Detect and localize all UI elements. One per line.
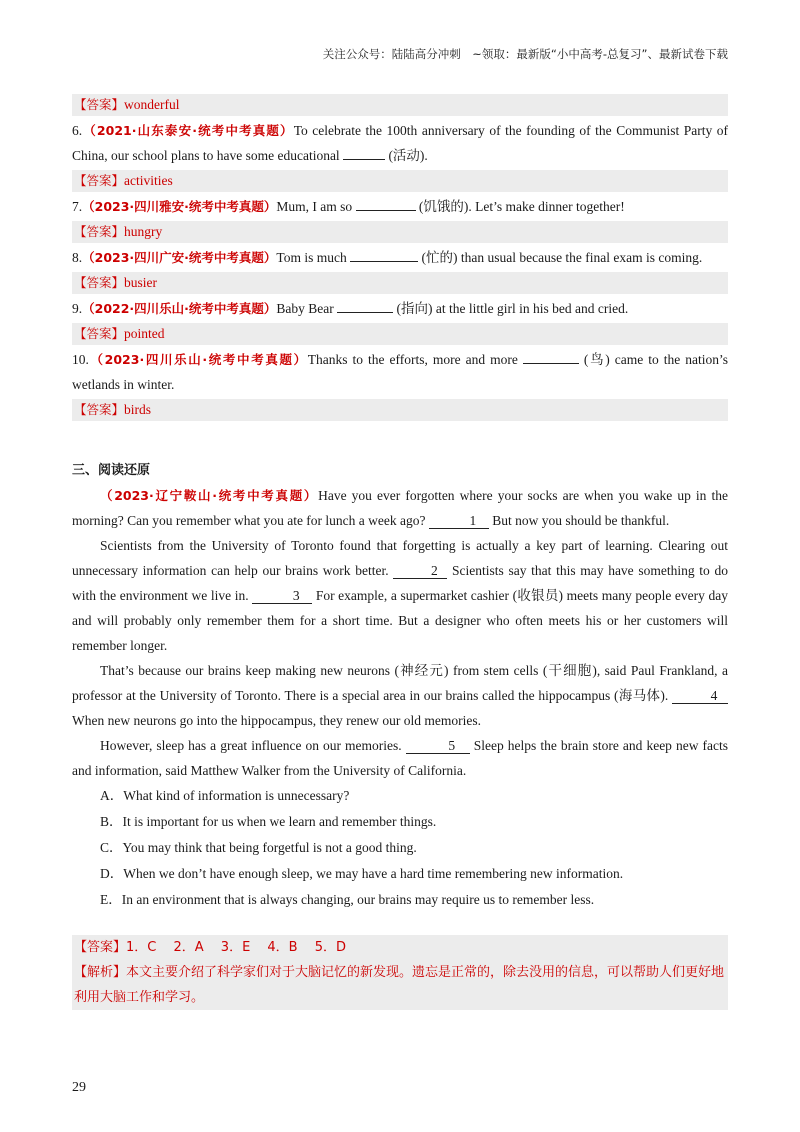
blank-number: 2 [430,563,438,578]
answer-value: 1．C 2．A 3．E 4．B 5．D [126,940,347,955]
answer-8 [72,272,728,294]
passage-blank-5[interactable] [406,738,470,754]
analysis-tag: 【解析】 [74,965,127,980]
answer-value: birds [124,402,152,417]
option-a: A．What kind of information is unnecessary? [100,788,350,803]
question-text: Baby Bear [276,301,338,316]
section-title: 三、阅读还原 [72,463,151,478]
option-d: D．When we don’t have enough sleep, we may have a hard time remembering new information. [100,866,624,881]
question-number: 7. [72,199,83,214]
passage-blank-2[interactable] [393,563,447,579]
page-number: 29 [72,1080,86,1095]
question-text: (鸟) came to the nation’s wetlands in winter. [72,352,728,392]
answer-tag: 【答案】 [74,275,125,290]
question-7 [72,194,728,219]
answer-value: wonderful [124,97,180,112]
answer-5 [72,94,728,116]
question-number: 10. [72,352,89,367]
passage-text: For example, a supermarket cashier (收银员) meets many people every day and will probably only remember them for a short time. But a designer who often meets his or her customers will remember longer. [72,588,728,653]
content [72,92,728,1010]
question-text: Tom is much [276,250,351,265]
answer-tag: 【答案】 [74,97,125,112]
question-source: （2023·四川雅安·统考中考真题） [82,199,277,214]
passage-text: Sleep helps the brain store and keep new facts and information, said Matthew Walker from the University of California. [72,738,728,778]
passage-paragraph-2 [72,533,728,658]
answer-blank[interactable] [343,144,385,160]
question-8 [72,245,728,270]
passage-paragraph-3 [72,658,728,733]
answer-10 [72,399,728,421]
answer-value: hungry [124,224,163,239]
question-number: 8. [72,250,83,265]
blank-number: 3 [292,588,300,603]
question-source: （2022·四川乐山·统考中考真题） [82,301,277,316]
question-text: (指向) at the little girl in his bed and cried. [393,301,629,316]
blank-number: 4 [710,688,718,703]
passage-source: （2023·辽宁鞍山·统考中考真题） [100,488,319,503]
passage-text: Have you ever forgotten where your socks are when you wake up in the morning? Can you remember what you ate for lunch a week ago? [72,488,728,528]
question-text: To celebrate the 100th anniversary of the founding of the Communist Party of China, our school plans to have some educational [72,123,729,163]
question-number: 6. [72,123,83,138]
question-source: （2023·四川广安·统考中考真题） [82,250,277,265]
question-9 [72,296,728,321]
passage-blank-3[interactable] [252,588,312,604]
question-number: 9. [72,301,83,316]
answer-6 [72,170,728,192]
passage-text: But now you should be thankful. [488,513,670,528]
passage-text: That’s because our brains keep making new neurons (神经元) from stem cells (干细胞), said Paul Frankland, a professor at the University of Toronto. There is a special area in our brains called the hippocampus (海马体). [72,663,728,703]
question-text: Mum, I am so [276,199,356,214]
blank-number: 5 [448,738,456,753]
passage-blank-4[interactable] [672,688,728,704]
answer-value: pointed [124,326,165,341]
passage-paragraph-1 [72,483,728,533]
answer-7 [72,221,728,243]
passage-blank-1[interactable] [429,513,489,529]
reading-answer [72,935,728,960]
question-text: (饥饿的). Let’s make dinner together! [415,199,625,214]
question-source: （2023·四川乐山·统考中考真题） [88,352,308,367]
option-c: C．You may think that being forgetful is not a good thing. [100,840,417,855]
answer-tag: 【答案】 [74,940,127,955]
question-text: (活动). [385,148,428,163]
question-10 [72,347,728,397]
question-6 [72,118,728,168]
answer-blank[interactable] [350,246,418,262]
passage-text: Scientists from the University of Toronto found that forgetting is actually a key part of learning. Clearing out unnecessary information can help our brains work better. [72,538,728,578]
blank-number: 1 [469,513,477,528]
question-source: （2021·山东泰安·统考中考真题） [82,123,294,138]
analysis-text: 本文主要介绍了科学家们对于大脑记忆的新发现。遗忘是正常的，除去没用的信息，可以帮助人们更好地利用大脑工作和学习。 [74,965,725,1005]
reading-analysis [72,960,728,1010]
passage-text: However, sleep has a great influence on our memories. [100,738,406,753]
option-e: E．In an environment that is always changing, our brains may require us to remember less. [100,892,595,907]
answer-value: activities [124,173,173,188]
passage-paragraph-4 [72,733,728,783]
passage-text: When new neurons go into the hippocampus, they renew our old memories. [72,713,482,728]
answer-tag: 【答案】 [74,224,125,239]
answer-tag: 【答案】 [74,326,125,341]
question-text: Thanks to the efforts, more and more [307,352,523,367]
answer-9 [72,323,728,345]
answer-tag: 【答案】 [74,402,125,417]
answer-blank[interactable] [523,348,579,364]
answer-blank[interactable] [337,297,393,313]
question-text: (忙的) than usual because the final exam is coming. [418,250,703,265]
page-header: 关注公众号：陆陆高分冲刺 ~领取：最新版“小中高考-总复习”、最新试卷下载 [322,47,728,61]
answer-tag: 【答案】 [74,173,125,188]
answer-blank[interactable] [356,195,416,211]
answer-value: busier [124,275,158,290]
passage-text: Scientists say that this may have something to do with the environment we live in. [72,563,728,603]
option-b: B．It is important for us when we learn and remember things. [100,814,437,829]
